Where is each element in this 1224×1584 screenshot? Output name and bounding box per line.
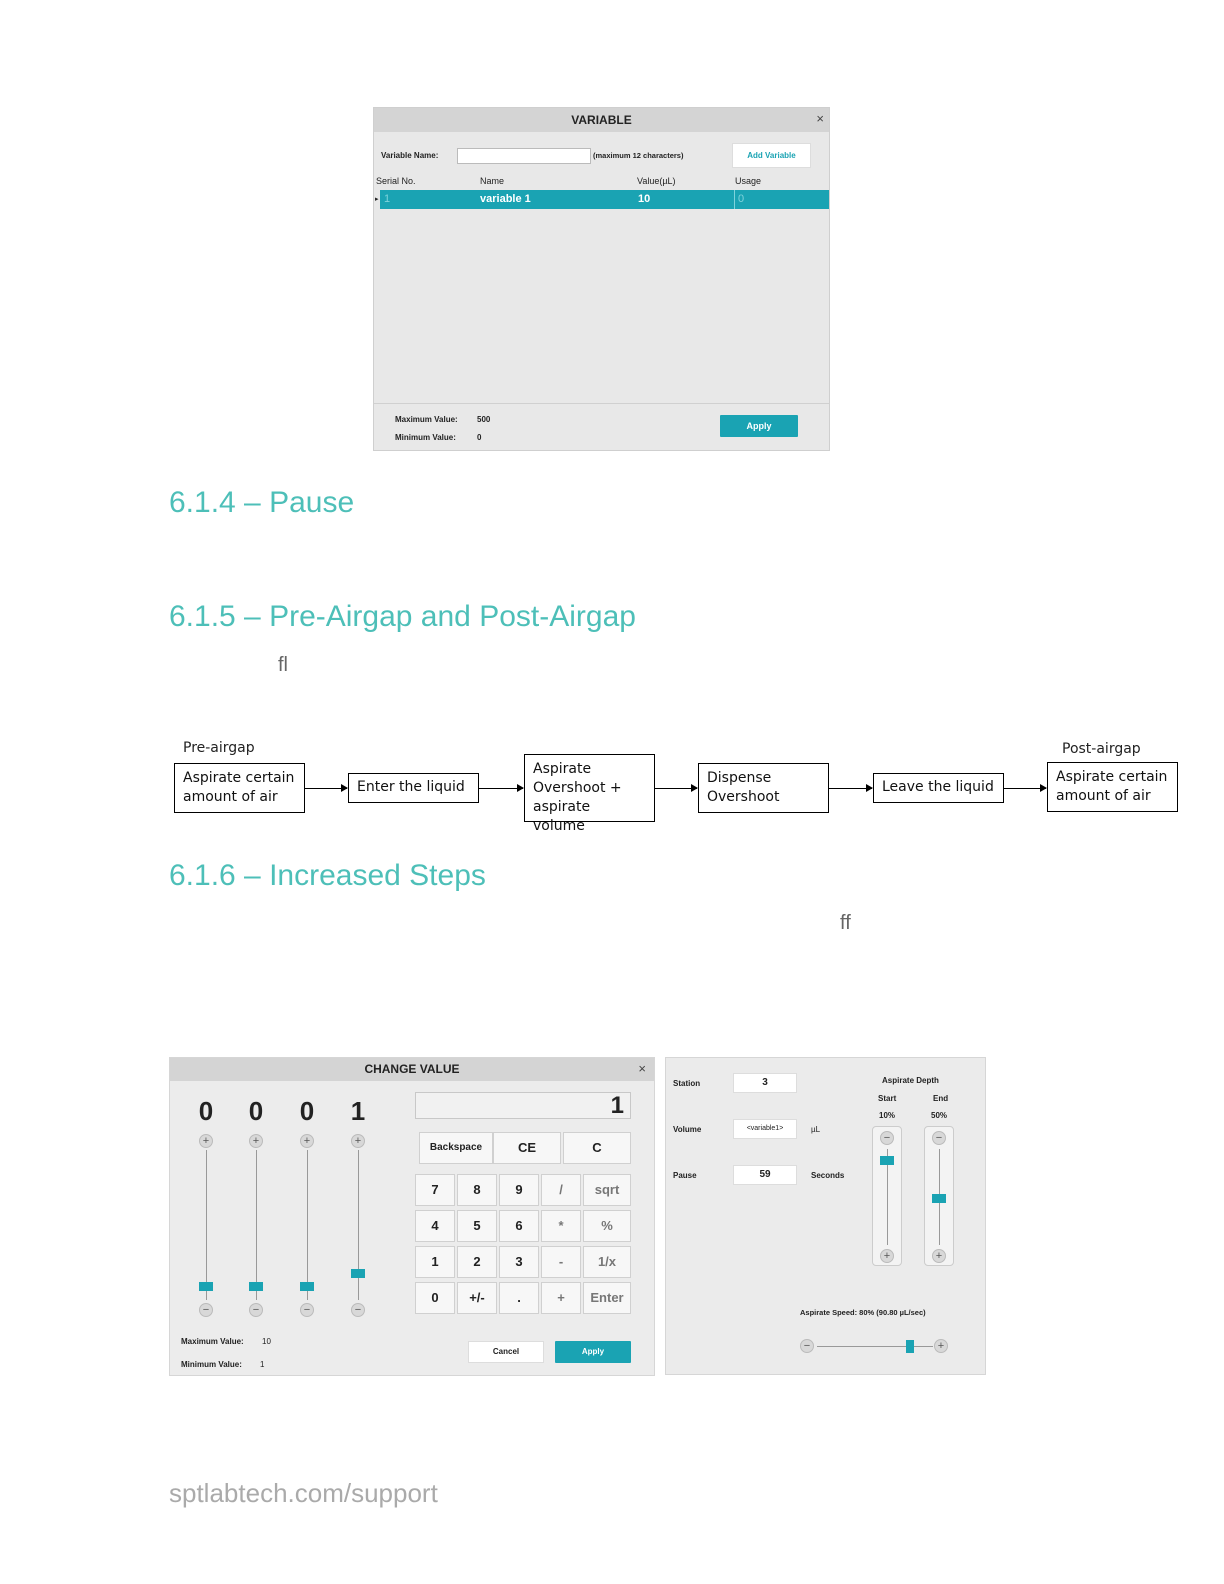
plus-icon[interactable]: + xyxy=(934,1339,948,1353)
min-value-label: Minimum Value: xyxy=(395,433,456,442)
plus-icon[interactable]: + xyxy=(880,1249,894,1263)
min-value: 0 xyxy=(477,433,482,442)
min-value-label: Minimum Value: xyxy=(181,1360,242,1369)
keypad-key[interactable]: 1 xyxy=(415,1246,455,1278)
keypad-key[interactable]: Enter xyxy=(583,1282,631,1314)
variable-name-label: Variable Name: xyxy=(381,151,439,160)
max-value: 10 xyxy=(262,1337,271,1346)
table-header xyxy=(374,176,829,188)
pre-airgap-label: Pre-airgap xyxy=(183,740,255,756)
backspace-key[interactable]: Backspace xyxy=(419,1132,493,1164)
minus-icon[interactable]: − xyxy=(300,1303,314,1317)
digit-value: 0 xyxy=(248,1096,264,1126)
flow-arrow xyxy=(305,788,347,789)
speed-slider-track xyxy=(817,1346,933,1347)
keypad-key[interactable]: + xyxy=(541,1282,581,1314)
slider-track xyxy=(206,1150,207,1300)
slider-thumb[interactable] xyxy=(300,1282,314,1291)
slider-thumb[interactable] xyxy=(932,1194,946,1203)
speed-slider-thumb[interactable] xyxy=(906,1340,914,1353)
row-name: variable 1 xyxy=(480,193,531,205)
variable-dialog xyxy=(373,107,830,451)
plus-icon[interactable]: + xyxy=(300,1134,314,1148)
end-label: End xyxy=(933,1094,949,1103)
volume-label: Volume xyxy=(673,1125,702,1134)
flow-step-aspirate: Aspirate Overshoot + aspirate volume xyxy=(524,754,655,822)
flow-arrow xyxy=(1004,788,1046,789)
max-value: 500 xyxy=(477,415,491,424)
station-label: Station xyxy=(673,1079,701,1088)
variable-dialog-title: VARIABLE xyxy=(374,108,829,132)
variable-table xyxy=(374,188,829,404)
minus-icon[interactable]: − xyxy=(199,1303,213,1317)
row-usage: 0 xyxy=(734,190,744,209)
slider-thumb[interactable] xyxy=(880,1156,894,1165)
flow-step-dispense: Dispense Overshoot xyxy=(698,763,829,813)
plus-icon[interactable]: + xyxy=(249,1134,263,1148)
plus-icon[interactable]: + xyxy=(932,1249,946,1263)
slider-thumb[interactable] xyxy=(351,1269,365,1278)
keypad-key[interactable]: % xyxy=(583,1210,631,1242)
slider-track xyxy=(307,1150,308,1300)
slider-thumb[interactable] xyxy=(249,1282,263,1291)
station-input[interactable]: 3 xyxy=(733,1073,797,1093)
minus-icon[interactable]: − xyxy=(932,1131,946,1145)
keypad-key[interactable]: 5 xyxy=(457,1210,497,1242)
flow-arrow xyxy=(829,788,872,789)
keypad-key[interactable]: * xyxy=(541,1210,581,1242)
flow-step-leave: Leave the liquid xyxy=(873,773,1004,803)
keypad-key[interactable]: 8 xyxy=(457,1174,497,1206)
keypad-key[interactable]: 4 xyxy=(415,1210,455,1242)
flow-step-enter: Enter the liquid xyxy=(348,773,479,803)
flow-step-pre-airgap: Aspirate certain amount of air xyxy=(174,763,305,813)
close-icon[interactable]: × xyxy=(816,111,824,126)
volume-input[interactable]: <variable1> xyxy=(733,1119,797,1139)
close-icon[interactable]: × xyxy=(638,1061,646,1076)
column-usage: Usage xyxy=(735,176,762,186)
add-variable-button[interactable]: Add Variable xyxy=(732,143,811,168)
flow-step-post-airgap: Aspirate certain amount of air xyxy=(1047,762,1178,812)
variable-name-input[interactable] xyxy=(457,148,591,164)
column-serial: Serial No. xyxy=(376,176,416,186)
value-display xyxy=(415,1092,631,1119)
keypad-key[interactable]: 1/x xyxy=(583,1246,631,1278)
ce-key[interactable]: CE xyxy=(493,1132,561,1164)
change-value-dialog xyxy=(169,1057,655,1376)
flow-arrow xyxy=(479,788,523,789)
apply-button[interactable]: Apply xyxy=(720,415,798,437)
footer-url[interactable]: sptlabtech.com/support xyxy=(169,1478,438,1508)
cancel-button[interactable]: Cancel xyxy=(468,1341,544,1363)
digit-value: 1 xyxy=(350,1096,366,1126)
pause-unit: Seconds xyxy=(811,1171,845,1180)
keypad-key[interactable]: +/- xyxy=(457,1282,497,1314)
max-value-label: Maximum Value: xyxy=(395,415,458,424)
plus-icon[interactable]: + xyxy=(199,1134,213,1148)
aspirate-depth-title: Aspirate Depth xyxy=(882,1076,939,1085)
minus-icon[interactable]: − xyxy=(249,1303,263,1317)
column-value: Value(µL) xyxy=(637,176,676,186)
table-row[interactable] xyxy=(380,190,829,209)
change-value-title: CHANGE VALUE xyxy=(170,1058,654,1081)
slider-thumb[interactable] xyxy=(199,1282,213,1291)
min-value: 1 xyxy=(260,1360,265,1369)
keypad-key[interactable]: 7 xyxy=(415,1174,455,1206)
end-value: 50% xyxy=(931,1111,948,1120)
apply-button[interactable]: Apply xyxy=(555,1341,631,1363)
stray-text-fl: fl xyxy=(278,654,288,676)
keypad-key[interactable]: 3 xyxy=(499,1246,539,1278)
variable-name-hint: (maximum 12 characters) xyxy=(593,151,684,160)
max-value-label: Maximum Value: xyxy=(181,1337,244,1346)
row-serial: 1 xyxy=(384,193,391,205)
variable-dialog-footer xyxy=(374,404,829,450)
pause-input[interactable]: 59 xyxy=(733,1165,797,1185)
start-label: Start xyxy=(878,1094,897,1103)
minus-icon[interactable]: − xyxy=(800,1339,814,1353)
start-depth-slider[interactable] xyxy=(872,1126,902,1266)
row-value: 10 xyxy=(638,193,651,205)
digit-value: 0 xyxy=(198,1096,214,1126)
keypad-key[interactable]: / xyxy=(541,1174,581,1206)
volume-unit: µL xyxy=(811,1125,821,1134)
clear-key[interactable]: C xyxy=(563,1132,631,1164)
heading-airgap: 6.1.5 – Pre-Airgap and Post-Airgap xyxy=(169,600,636,633)
flow-arrow xyxy=(655,788,697,789)
plus-icon[interactable]: + xyxy=(351,1134,365,1148)
display-value: 1 xyxy=(610,1092,624,1119)
row-pointer-icon: ▸ xyxy=(375,196,379,203)
pause-label: Pause xyxy=(673,1171,697,1180)
keypad-key[interactable]: - xyxy=(541,1246,581,1278)
slider-track xyxy=(256,1150,257,1300)
stray-text-ff: ff xyxy=(840,912,851,934)
keypad-key[interactable]: 9 xyxy=(499,1174,539,1206)
keypad-key[interactable]: 6 xyxy=(499,1210,539,1242)
keypad-key[interactable]: sqrt xyxy=(583,1174,631,1206)
column-name: Name xyxy=(480,176,505,186)
digit-value: 0 xyxy=(299,1096,315,1126)
minus-icon[interactable]: − xyxy=(351,1303,365,1317)
keypad-key[interactable]: 2 xyxy=(457,1246,497,1278)
step-settings-panel xyxy=(665,1057,986,1375)
keypad-key[interactable]: . xyxy=(499,1282,539,1314)
post-airgap-label: Post-airgap xyxy=(1062,741,1141,757)
end-depth-slider[interactable] xyxy=(924,1126,954,1266)
minus-icon[interactable]: − xyxy=(880,1131,894,1145)
heading-pause: 6.1.4 – Pause xyxy=(169,486,355,519)
keypad-key[interactable]: 0 xyxy=(415,1282,455,1314)
aspirate-speed-label: Aspirate Speed: 80% (90.80 µL/sec) xyxy=(800,1308,926,1317)
start-value: 10% xyxy=(879,1111,896,1120)
heading-increased-steps: 6.1.6 – Increased Steps xyxy=(169,859,486,892)
